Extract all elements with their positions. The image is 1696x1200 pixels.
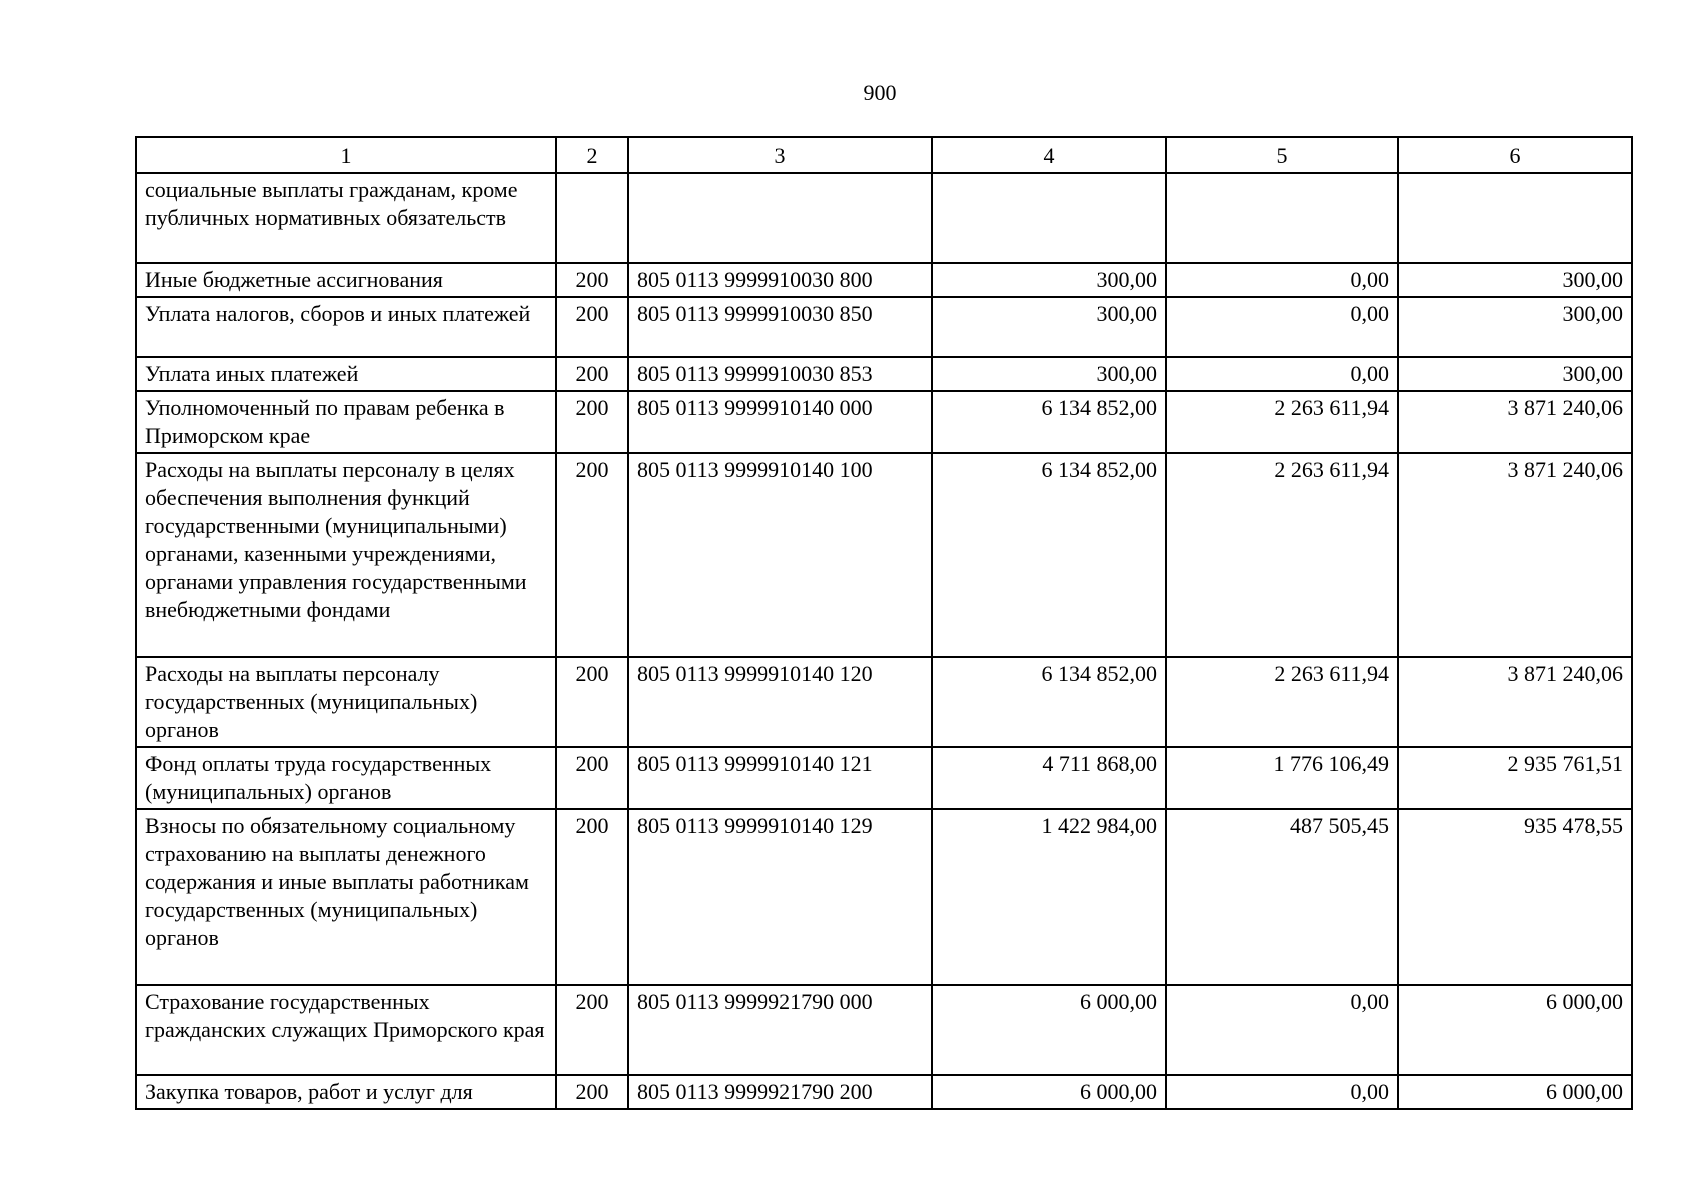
row-name: Уплата налогов, сборов и иных платежей (136, 297, 556, 357)
table-row (136, 453, 1632, 657)
row-value-5: 2 263 611,94 (1166, 391, 1398, 453)
row-value-5: 2 263 611,94 (1166, 453, 1398, 657)
column-header: 1 (136, 137, 556, 173)
table-row (136, 357, 1632, 391)
row-value-6: 935 478,55 (1398, 809, 1632, 985)
row-col2: 200 (556, 453, 628, 657)
row-value-4: 6 000,00 (932, 985, 1166, 1075)
row-code: 805 0113 9999910030 800 (628, 263, 932, 297)
table-row (136, 263, 1632, 297)
row-code: 805 0113 9999910140 000 (628, 391, 932, 453)
row-value-6: 300,00 (1398, 297, 1632, 357)
row-value-4: 6 000,00 (932, 1075, 1166, 1109)
row-value-5: 0,00 (1166, 297, 1398, 357)
row-code: 805 0113 9999921790 000 (628, 985, 932, 1075)
row-value-6: 300,00 (1398, 357, 1632, 391)
row-name: Уполномоченный по правам ребенка в Приморском крае (136, 391, 556, 453)
table-row (136, 391, 1632, 453)
row-value-6: 6 000,00 (1398, 985, 1632, 1075)
row-code: 805 0113 9999910030 850 (628, 297, 932, 357)
table-row (136, 1075, 1632, 1109)
page-number: 900 (863, 80, 897, 105)
column-header: 2 (556, 137, 628, 173)
row-name: Уплата иных платежей (136, 357, 556, 391)
row-code: 805 0113 9999910140 121 (628, 747, 932, 809)
table-row (136, 297, 1632, 357)
row-code: 805 0113 9999910140 129 (628, 809, 932, 985)
row-col2: 200 (556, 1075, 628, 1109)
row-value-5: 0,00 (1166, 985, 1398, 1075)
row-value-4: 4 711 868,00 (932, 747, 1166, 809)
row-name: Расходы на выплаты персоналу государственных (муниципальных) органов (136, 657, 556, 747)
row-value-6: 2 935 761,51 (1398, 747, 1632, 809)
table-row (136, 173, 1632, 263)
row-value-5: 0,00 (1166, 1075, 1398, 1109)
row-name: Иные бюджетные ассигнования (136, 263, 556, 297)
row-value-6: 3 871 240,06 (1398, 453, 1632, 657)
row-value-5: 2 263 611,94 (1166, 657, 1398, 747)
column-header: 6 (1398, 137, 1632, 173)
row-col2: 200 (556, 747, 628, 809)
row-value-5: 1 776 106,49 (1166, 747, 1398, 809)
row-value-6: 6 000,00 (1398, 1075, 1632, 1109)
row-col2: 200 (556, 297, 628, 357)
row-code (628, 173, 932, 263)
row-col2: 200 (556, 391, 628, 453)
row-value-4 (932, 173, 1166, 263)
table-row (136, 809, 1632, 985)
row-value-4: 6 134 852,00 (932, 657, 1166, 747)
row-value-6: 300,00 (1398, 263, 1632, 297)
row-value-6: 3 871 240,06 (1398, 391, 1632, 453)
table-header-row (136, 137, 1632, 173)
row-value-5 (1166, 173, 1398, 263)
row-value-5: 0,00 (1166, 357, 1398, 391)
row-value-4: 300,00 (932, 357, 1166, 391)
row-value-6 (1398, 173, 1632, 263)
row-col2: 200 (556, 263, 628, 297)
table-row (136, 747, 1632, 809)
row-value-6: 3 871 240,06 (1398, 657, 1632, 747)
table-row (136, 985, 1632, 1075)
column-header: 3 (628, 137, 932, 173)
row-value-4: 300,00 (932, 263, 1166, 297)
row-value-4: 6 134 852,00 (932, 453, 1166, 657)
row-value-4: 300,00 (932, 297, 1166, 357)
row-code: 805 0113 9999910030 853 (628, 357, 932, 391)
row-name: Расходы на выплаты персоналу в целях обеспечения выполнения функций государственными (муниципальными) органами, казенными учреждениями, органами управления государственными внебюджетными фондами (136, 453, 556, 657)
row-value-5: 0,00 (1166, 263, 1398, 297)
budget-table (135, 136, 1633, 1110)
row-name: социальные выплаты гражданам, кроме публичных нормативных обязательств (136, 173, 556, 263)
row-col2: 200 (556, 357, 628, 391)
row-code: 805 0113 9999910140 100 (628, 453, 932, 657)
table-row (136, 657, 1632, 747)
row-name: Фонд оплаты труда государственных (муниципальных) органов (136, 747, 556, 809)
row-col2 (556, 173, 628, 263)
row-name: Закупка товаров, работ и услуг для (136, 1075, 556, 1109)
row-col2: 200 (556, 809, 628, 985)
row-value-4: 1 422 984,00 (932, 809, 1166, 985)
column-header: 4 (932, 137, 1166, 173)
row-name: Страхование государственных гражданских служащих Приморского края (136, 985, 556, 1075)
row-name: Взносы по обязательному социальному страхованию на выплаты денежного содержания и иные выплаты работникам государственных (муниципальных) органов (136, 809, 556, 985)
row-code: 805 0113 9999921790 200 (628, 1075, 932, 1109)
row-value-5: 487 505,45 (1166, 809, 1398, 985)
row-code: 805 0113 9999910140 120 (628, 657, 932, 747)
column-header: 5 (1166, 137, 1398, 173)
row-col2: 200 (556, 985, 628, 1075)
row-col2: 200 (556, 657, 628, 747)
row-value-4: 6 134 852,00 (932, 391, 1166, 453)
